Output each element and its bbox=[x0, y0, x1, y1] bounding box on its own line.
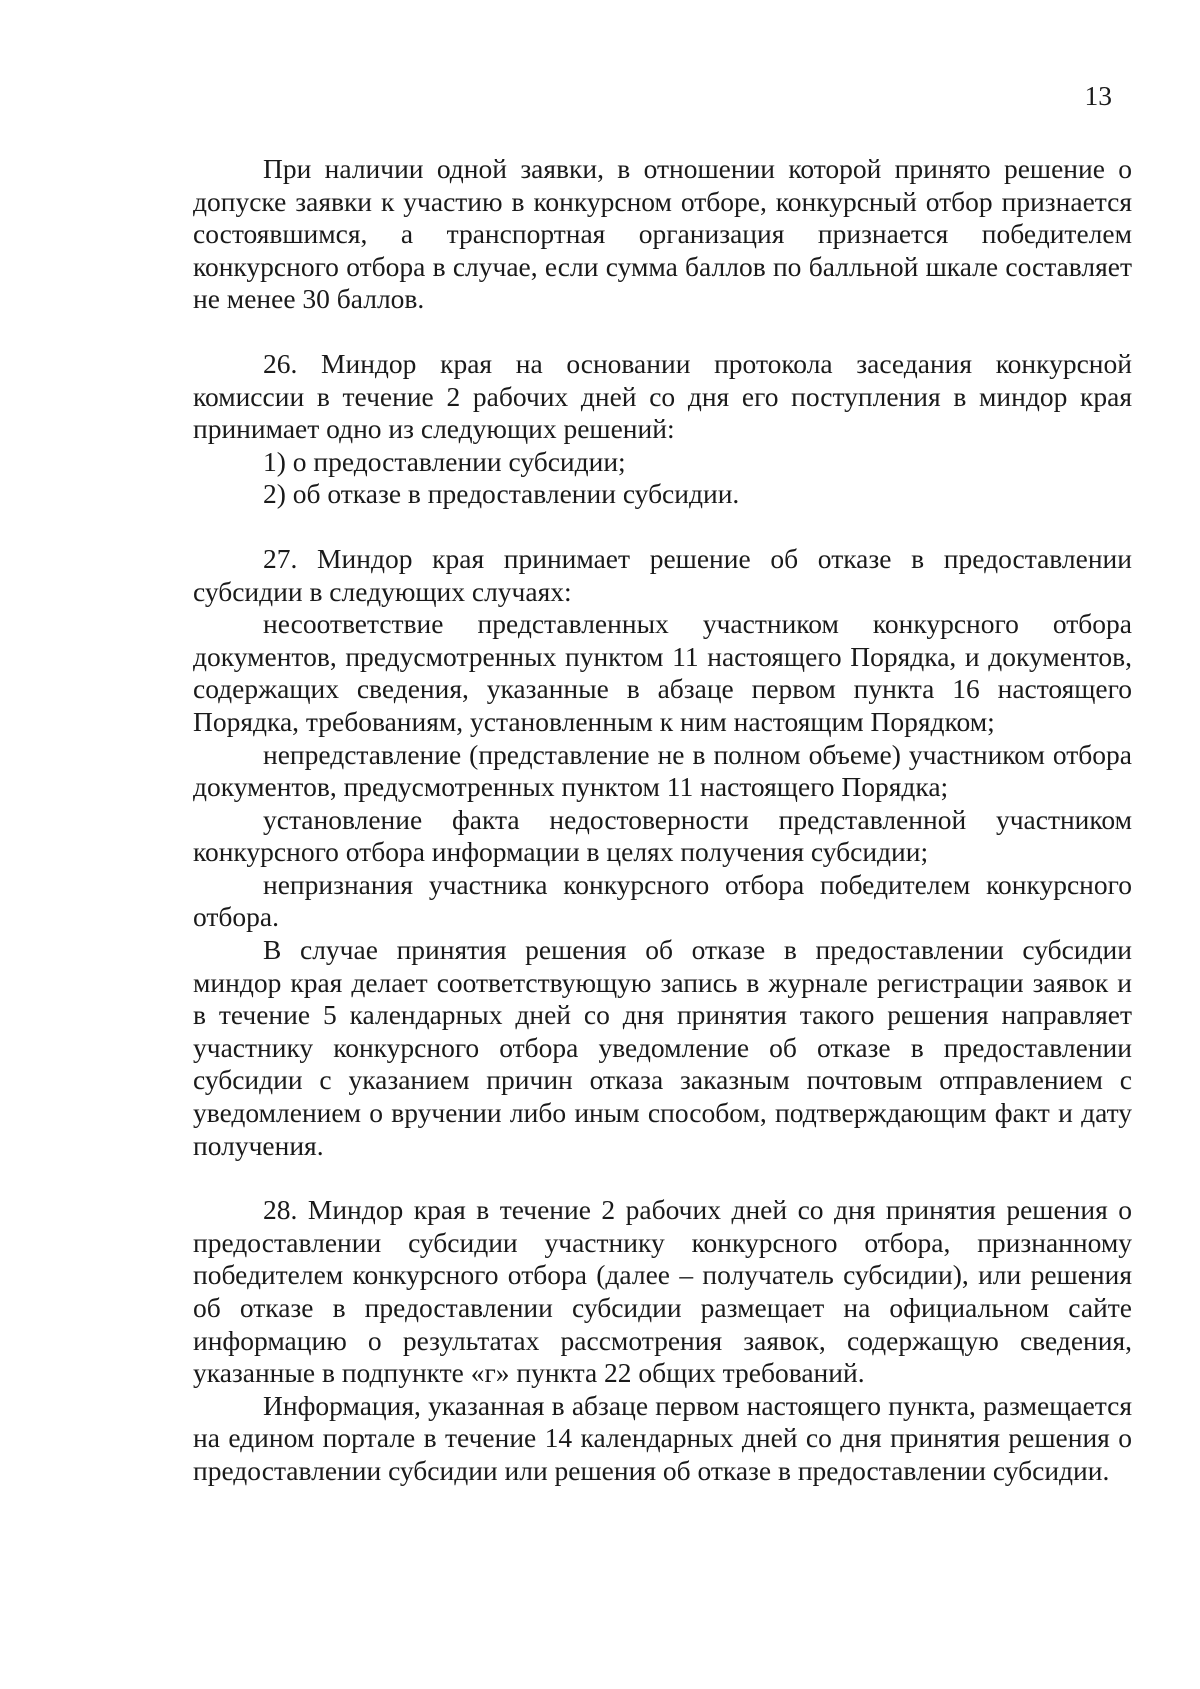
paragraph: несоответствие представленных участником конкурсного отбора документов, предусмотренных пунктом 11 настоящего Порядка, и документов, содержащих сведения, указанные в абзаце первом пункта 16 настоящего Порядка, требованиям, установленным к ним настоящим Порядком; bbox=[193, 608, 1132, 737]
list-item: 2) об отказе в предоставлении субсидии. bbox=[263, 478, 740, 510]
paragraph: Информация, указанная в абзаце первом настоящего пункта, размещается на едином портале в течение 14 календарных дней со дня принятия решения о предоставлении субсидии или решения об отказе в предоставлении субсидии. bbox=[193, 1389, 1132, 1486]
list-item: 1) о предоставлении субсидии; bbox=[263, 445, 626, 477]
section-item-26 bbox=[193, 348, 1132, 511]
paragraph: непризнания участника конкурсного отбора победителем конкурсного отбора. bbox=[193, 868, 1132, 933]
section-intro bbox=[193, 153, 1132, 316]
paragraph: установление факта недостоверности представленной участником конкурсного отбора информации в целях получения субсидии; bbox=[193, 803, 1132, 868]
section-item-28 bbox=[193, 1194, 1132, 1487]
section-gap bbox=[193, 1162, 1132, 1194]
section-item-27 bbox=[193, 543, 1132, 1162]
paragraph: В случае принятия решения об отказе в предоставлении субсидии миндор края делает соответствующую запись в журнале регистрации заявок и в течение 5 календарных дней со дня принятия такого решения направляет участнику конкурсного отбора уведомление об отказе в предоставлении субсидии с указанием причин отказа заказным почтовым отправлением с уведомлением о вручении либо иным способом, подтверждающим факт и дату получения. bbox=[193, 934, 1132, 1161]
paragraph: При наличии одной заявки, в отношении которой принято решение о допуске заявки к участию в конкурсном отборе, конкурсный отбор признается состоявшимся, а транспортная организация признается победителем конкурсного отбора в случае, если сумма баллов по балльной шкале составляет не менее 30 баллов. bbox=[193, 153, 1132, 315]
paragraph: 27. Миндор края принимает решение об отказе в предоставлении субсидии в следующих случаях: bbox=[193, 542, 1132, 607]
document-body bbox=[193, 153, 1132, 1488]
page-number: 13 bbox=[1084, 80, 1112, 111]
paragraph: непредставление (представление не в полном объеме) участником отбора документов, предусмотренных пунктом 11 настоящего Порядка; bbox=[193, 738, 1132, 803]
section-gap bbox=[193, 316, 1132, 348]
paragraph: 28. Миндор края в течение 2 рабочих дней со дня принятия решения о предоставлении субсидии участнику конкурсного отбора, признанному победителем конкурсного отбора (далее – получатель субсидии), или решения об отказе в предоставлении субсидии размещает на официальном сайте информацию о результатах рассмотрения заявок, содержащую сведения, указанные в подпункте «г» пункта 22 общих требований. bbox=[193, 1194, 1132, 1389]
section-gap bbox=[193, 511, 1132, 543]
paragraph: 26. Миндор края на основании протокола заседания конкурсной комиссии в течение 2 рабочих дней со дня его поступления в миндор края принимает одно из следующих решений: bbox=[193, 347, 1132, 445]
